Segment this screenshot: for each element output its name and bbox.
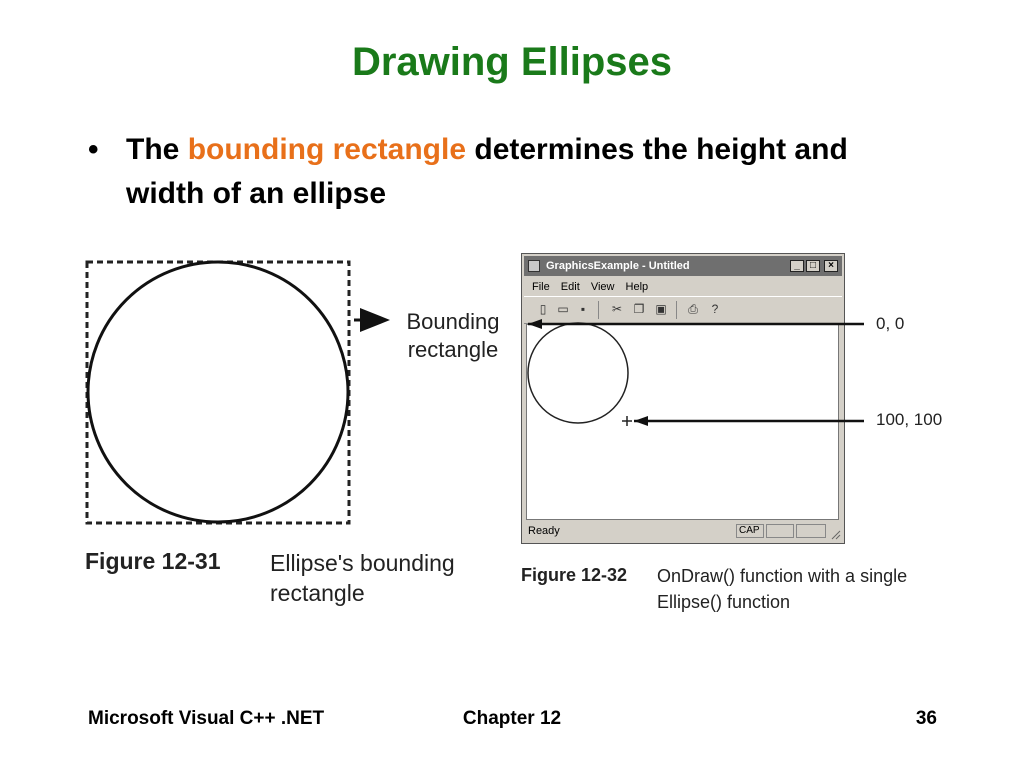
menu-file[interactable]: File <box>532 281 550 293</box>
menu-view[interactable]: View <box>590 281 615 293</box>
footer-center-text: Chapter 12 <box>462 708 562 729</box>
new-file-icon[interactable]: ▯ <box>539 302 547 316</box>
bullet-text <box>126 128 916 216</box>
menu-edit[interactable]: Edit <box>560 281 580 293</box>
toolbar-separator <box>676 301 677 319</box>
window-title: GraphicsExample - Untitled <box>546 260 690 272</box>
menu-help[interactable]: Help <box>625 281 649 293</box>
app-icon <box>528 260 540 272</box>
footer-page-number: 36 <box>915 708 937 729</box>
bullet-symbol: • <box>88 133 99 166</box>
callout-line-1: Bounding <box>406 309 500 334</box>
cut-icon[interactable]: ✂ <box>611 302 623 316</box>
status-num <box>766 524 794 538</box>
help-icon[interactable]: ? <box>711 302 719 316</box>
bullet-text-pre: The <box>126 133 180 166</box>
status-bar <box>524 522 842 540</box>
toolbar-separator <box>598 301 599 319</box>
maximize-icon[interactable]: □ <box>806 260 820 272</box>
client-area <box>526 324 839 520</box>
save-icon[interactable]: ▪ <box>580 302 586 316</box>
bounding-rectangle-callout <box>398 308 508 364</box>
print-icon[interactable]: ⎙ <box>688 302 698 316</box>
toolbar <box>524 296 842 324</box>
figure-31-number: Figure 12-31 <box>85 548 221 574</box>
figure-32-number: Figure 12-32 <box>521 565 628 585</box>
footer-left: Microsoft Visual C++ .NET <box>88 708 325 729</box>
figure-31-caption: Ellipse's bounding rectangle <box>270 550 455 606</box>
origin-label: 0, 0 <box>876 314 905 333</box>
window-titlebar[interactable] <box>524 256 842 276</box>
bullet-text-post: determines the height and width of an ellipse <box>126 133 848 210</box>
menu-bar <box>524 278 842 296</box>
minimize-icon[interactable]: _ <box>790 260 804 272</box>
open-folder-icon[interactable]: ▭ <box>557 302 569 316</box>
paste-icon[interactable]: ▣ <box>655 302 667 316</box>
slide-title: Drawing Ellipses <box>351 40 673 84</box>
callout-line-2: rectangle <box>407 337 499 362</box>
copy-icon[interactable]: ❐ <box>633 302 645 316</box>
bullet-highlight: bounding rectangle <box>187 133 467 166</box>
status-scrl <box>796 524 826 538</box>
close-icon[interactable]: × <box>824 260 838 272</box>
graphics-example-window <box>521 253 845 544</box>
figure-32-caption: OnDraw() function with a single Ellipse() function <box>657 566 908 612</box>
status-cap: CAP <box>736 524 764 538</box>
end-point-label: 100, 100 <box>876 410 943 429</box>
figure-ellipse-bounding-rect <box>85 260 351 526</box>
status-ready: Ready <box>528 525 560 537</box>
ellipse-shape <box>88 262 348 522</box>
